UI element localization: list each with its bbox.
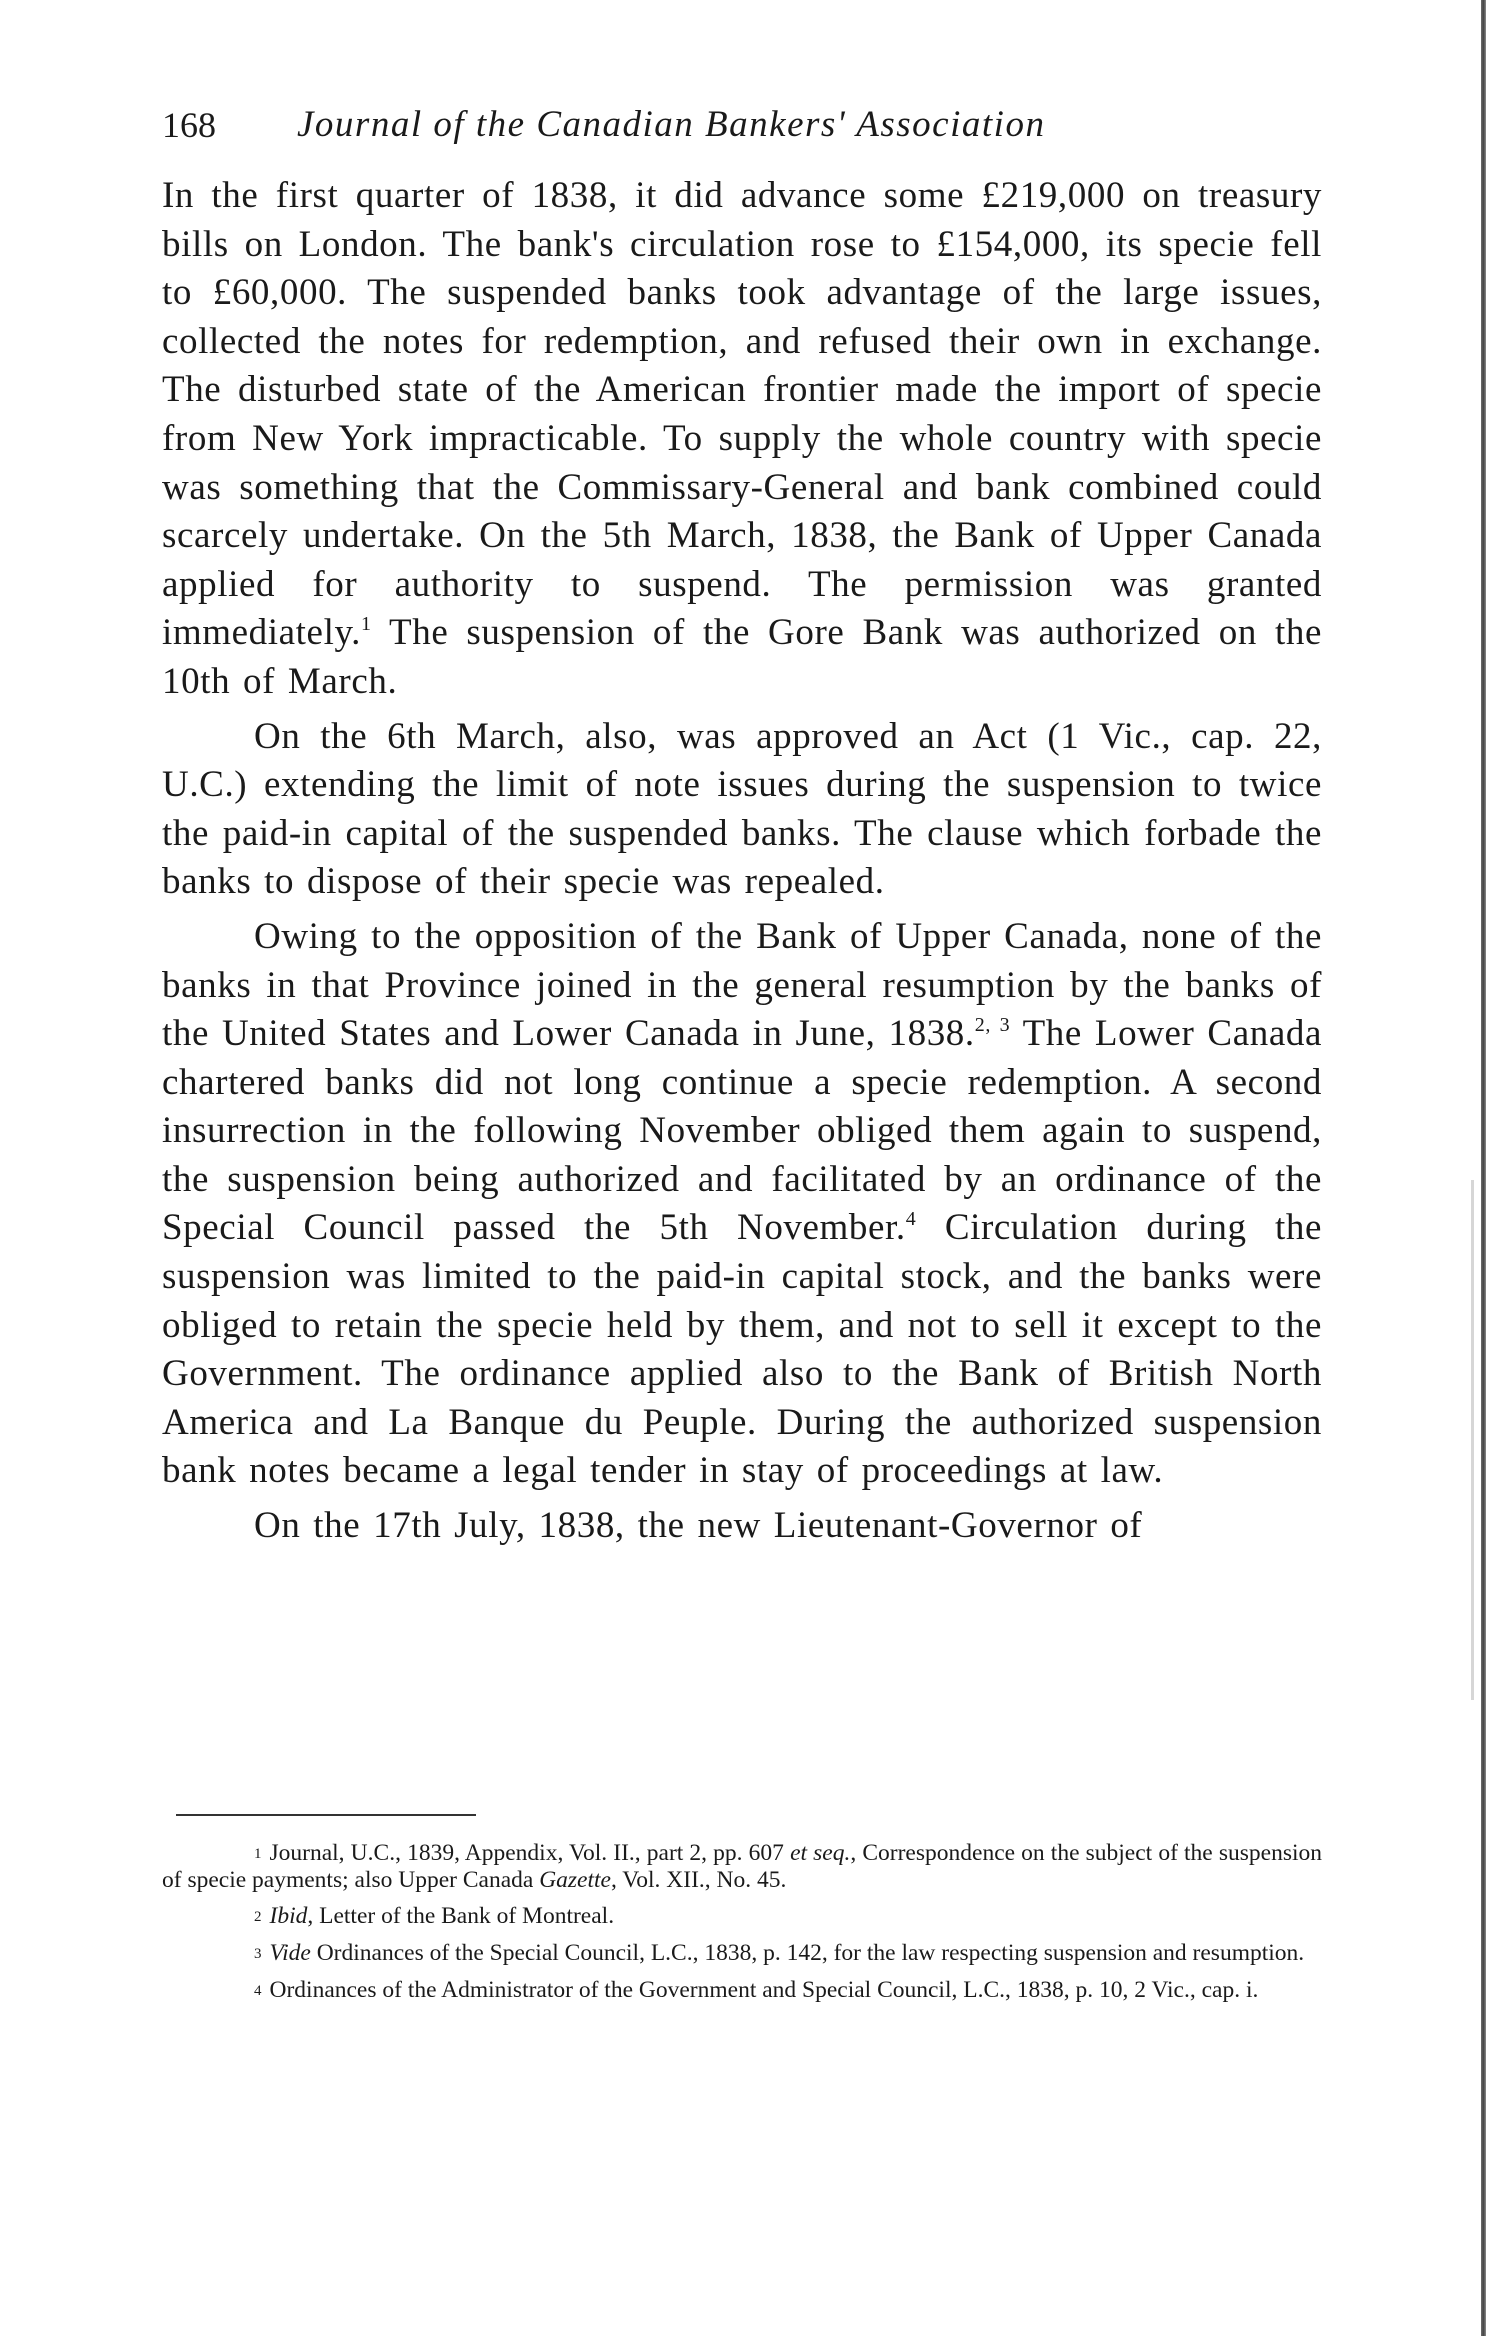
footnote-3-italic: Vide <box>269 1940 311 1966</box>
paragraph-3-text-a: Owing to the opposition of the Bank of Upper Canada, none of the banks in that Province joined in the general resumption by the banks of the United States and Lower Canada in June, 1838. <box>162 915 1322 1055</box>
footnote-ref-4: 4 <box>905 1208 917 1231</box>
paragraph-2: On the 6th March, also, was approved an Act (1 Vic., cap. 22, U.C.) extending the limit of note issues during the suspension to twice the paid-in capital of the suspended banks. The clause which forbade the banks to dispose of their specie was repealed. <box>162 715 1322 903</box>
footnote-1 <box>162 1840 1322 1893</box>
footnote-number: 3 <box>254 1946 262 1962</box>
paragraph-3 <box>162 913 1322 1496</box>
paragraph-4: On the 17th July, 1838, the new Lieutenant-Governor of <box>254 1505 1143 1547</box>
footnote-1-text-c: , Vol. XII., No. 45. <box>610 1867 787 1893</box>
footnote-2-italic: Ibid <box>269 1903 308 1929</box>
footnote-1-italic-a: et seq. <box>790 1840 851 1866</box>
footnote-4-text: Ordinances of the Administrator of the Government and Special Council, L.C., 1838, p. 10, 2 Vic., cap. i. <box>269 1977 1259 2003</box>
footnote-1-text-a: Journal, U.C., 1839, Appendix, Vol. II., part 2, pp. 607 <box>269 1840 791 1866</box>
footnote-4 <box>162 1977 1322 2004</box>
footnote-1-italic-b: Gazette <box>539 1867 611 1893</box>
paragraph-3-text-c: Circulation during the suspension was limited to the paid-in capital stock, and the banks were obliged to retain the specie held by them, and not to sell it except to the Government. The ordinance applied also to the Bank of British North America and La Banque du Peuple. During the authorized suspension bank notes became a legal tender in stay of proceedings at law. <box>162 1207 1322 1492</box>
footnote-ref-1: 1 <box>361 613 372 636</box>
footnote-1-text-b: , Correspondence on the subject of the suspension of specie payments; also Upper Canada <box>162 1840 1322 1893</box>
page-binding-edge <box>1481 0 1486 2336</box>
footnote-number: 4 <box>254 1983 262 1999</box>
paragraph-1 <box>162 172 1322 707</box>
paragraph-1-text-a: In the first quarter of 1838, it did advance some £219,000 on treasury bills on London. The bank's circulation rose to £154,000, its specie fell to £60,000. The suspended banks took advantage of the large issues, collected the notes for redemption, and refused their own in exchange. The disturbed state of the American frontier made the import of specie from New York impracticable. To supply the whole country with specie was something that the Commissary-General and bank combined could scarcely undertake. On the 5th March, 1838, the Bank of Upper Canada applied for authority to suspend. The permission was granted immediately. <box>162 175 1322 654</box>
footnote-2-text: , Letter of the Bank of Montreal. <box>307 1903 615 1929</box>
footnotes <box>162 1840 1322 2014</box>
paragraph-3-text-b: The Lower Canada chartered banks did not long continue a specie redemption. A second insurrection in the following November obliged them again to suspend, the suspension being authorized and facilitated by an ordinance of the Special Council passed the 5th November. <box>162 1013 1322 1249</box>
footnote-number: 2 <box>254 1909 262 1925</box>
body-text <box>162 172 1322 1551</box>
footnote-3 <box>162 1940 1322 1967</box>
footnote-ref-2-3: 2, 3 <box>974 1014 1011 1037</box>
page-number: 168 <box>162 105 216 145</box>
footnote-3-text: Ordinances of the Special Council, L.C., 1838, p. 142, for the law respecting suspension and resumption. <box>310 1940 1305 1966</box>
footnote-rule <box>176 1814 476 1816</box>
footnote-2 <box>162 1903 1322 1930</box>
running-header <box>162 95 1312 155</box>
paragraph-1-text-b: The suspension of the Gore Bank was authorized on the 10th of March. <box>162 612 1322 702</box>
footnote-number: 1 <box>254 1846 262 1862</box>
page-shadow <box>1471 1180 1474 1700</box>
running-title: Journal of the Canadian Bankers' Association <box>297 104 1046 145</box>
